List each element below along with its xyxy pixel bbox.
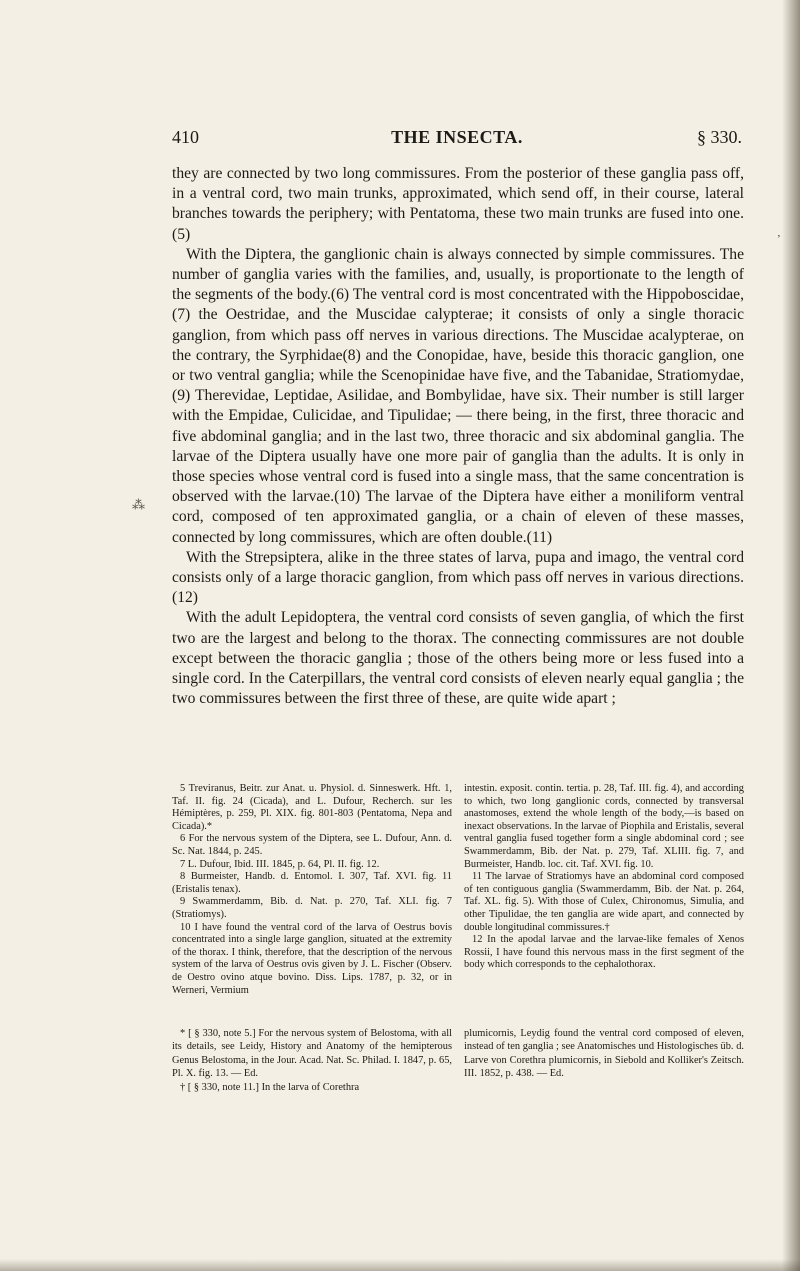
page-edge-shadow bbox=[782, 0, 800, 1271]
paragraph: they are connected by two long commissures. From the posterior of these ganglia pass off, in a ventral cord, two main trunks, approximated, which send off, in their course, lateral branches towards the periphery; with Pentatoma, these two main trunks are fused into one.(5) bbox=[172, 165, 744, 243]
editor-note: † [ § 330, note 11.] In the larva of Corethra bbox=[180, 1081, 360, 1093]
footnote: 6 For the nervous system of the Diptera, see L. Dufour, Ann. d. Sc. Nat. 1844, p. 245. bbox=[172, 833, 452, 857]
margin-tick: ’ bbox=[777, 233, 781, 245]
paragraph: With the Diptera, the ganglionic chain is always connected by simple commissures. The number of ganglia varies with the families, and, usually, is proportionate to the length of the segments of the body.(6) The ventral cord is most concentrated with the Hippoboscidae,(7) the Oestridae, and the Muscidae calypterae; it consists of only a single thoracic ganglion, from which pass off nerves in various directions. The Muscidae acalypterae, on the contrary, the Syrphidae(8) and the Conopidae, have, beside this thoracic ganglion, one or two ventral ganglia; while the Scenopinidae have five, and the Tabanidae, Stratiomydae,(9) Therevidae, Leptidae, Asilidae, and Bombylidae, have six. Their number is still larger with the Empidae, Culicidae, and Tipulidae; — there being, in the first, three thoracic and five abdominal ganglia; and in the last two, three thoracic and six abdominal ganglia. The larvae of the Diptera usually have one more pair of ganglia than the adults. It is only in those species whose ventral cord is fused into a single mass, that the same concentration is observed with the larvae.(10) The larvae of the Diptera have either a moniliform ventral cord, composed of ten approximated ganglia, or a chain of eleven of these masses, connected by long commissures, which are often double.(11) bbox=[172, 245, 744, 546]
footnote: 7 L. Dufour, Ibid. III. 1845, p. 64, Pl. II. fig. 12. bbox=[180, 858, 380, 870]
footnote: 8 Burmeister, Handb. d. Entomol. I. 307, Taf. XVI. fig. 11 (Eristalis tenax). bbox=[172, 871, 452, 895]
editor-notes-left-column bbox=[172, 1027, 452, 1094]
footnotes-left-column bbox=[172, 783, 452, 997]
editor-notes bbox=[172, 1027, 744, 1094]
footnote: 5 Treviranus, Beitr. zur Anat. u. Physiol. d. Sinneswerk. Hft. 1, Taf. II. fig. 24 (Cicada), and L. Dufour, Recherch. sur les Hémiptères, p. 259, Pl. XIX. fig. 801-803 (Pentatoma, Nepa and Cicada).* bbox=[172, 783, 452, 832]
running-title: THE INSECTA. bbox=[391, 127, 523, 147]
margin-mark: ⁂ bbox=[132, 497, 145, 512]
paragraph: With the adult Lepidoptera, the ventral cord consists of seven ganglia, of which the first two are the largest and belong to the thorax. The connecting commissures are not double except between the thoracic ganglia ; those of the others being more or less fused into a single cord. In the Caterpillars, the ventral cord consists of eleven nearly equal ganglia ; the two commissures between the first three of these, are quite wide apart ; bbox=[172, 609, 744, 708]
editor-note: plumicornis, Leydig found the ventral cord composed of eleven, instead of ten ganglia ; see Anatomisches und Histologisches üb. d. Larve von Corethra plumicornis, in Siebold and Kolliker's Zeitsch. III. 1852, p. 438. — Ed. bbox=[464, 1028, 744, 1080]
footnotes-right-column bbox=[464, 783, 744, 997]
page-bottom-shadow bbox=[0, 1259, 800, 1271]
main-text bbox=[172, 164, 744, 709]
editor-note: * [ § 330, note 5.] For the nervous system of Belostoma, with all its details, see Leidy, History and Anatomy of the hemipterous Genus Belostoma, in the Jour. Acad. Nat. Sc. Philad. I. 1847, p. 65, Pl. X. fig. 13. — Ed. bbox=[172, 1028, 452, 1080]
footnote: 10 I have found the ventral cord of the larva of Oestrus bovis concentrated into a single large ganglion, situated at the extremity of the thorax. I think, therefore, that the description of the nervous system of the larva of Oestrus ovis given by J. L. Fischer (Observ. de Oestro ovino atque bovino. Diss. Lips. 1787, p. 32, or in Werneri, Vermium bbox=[172, 921, 452, 996]
section-number: § 330. bbox=[697, 127, 742, 147]
footnotes bbox=[172, 783, 744, 997]
editor-notes-right-column bbox=[464, 1027, 744, 1094]
footnote: intestin. exposit. contin. tertia. p. 28, Taf. III. fig. 4), and according to which, two long ganglionic cords, connected by transversal anastomoses, extend the whole length of the body,—is based on inexact observations. In the larvae of Piophila and Eristalis, several ventral ganglia fused together form a single abdominal cord ; see Swammerdamm, Bib. der Nat. p. 279, Taf. XLIII. fig. 7, and Burmeister, Handb. loc. cit. Taf. XVI. fig. 10. bbox=[464, 783, 744, 870]
footnote: 11 The larvae of Stratiomys have an abdominal cord composed of ten contiguous ganglia (Swammerdamm, Bib. der Nat. p. 264, Taf. XL. fig. 5). With those of Culex, Chironomus, Simulia, and other Tipulidae, the ten ganglia are wide apart, and connected by double longitudinal commissures.† bbox=[464, 871, 744, 933]
paragraph: With the Strepsiptera, alike in the three states of larva, pupa and imago, the ventral cord consists only of a large thoracic ganglion, from which pass off nerves in various directions.(12) bbox=[172, 548, 744, 607]
footnote: 9 Swammerdamm, Bib. d. Nat. p. 270, Taf. XLI. fig. 7 (Stratiomys). bbox=[172, 896, 452, 920]
footnote: 12 In the apodal larvae and the larvae-like females of Xenos Rossii, I have found this nervous mass in the first segment of the body which corresponds to the cephalothorax. bbox=[464, 934, 744, 971]
page-number: 410 bbox=[172, 127, 199, 147]
running-header bbox=[172, 127, 742, 151]
